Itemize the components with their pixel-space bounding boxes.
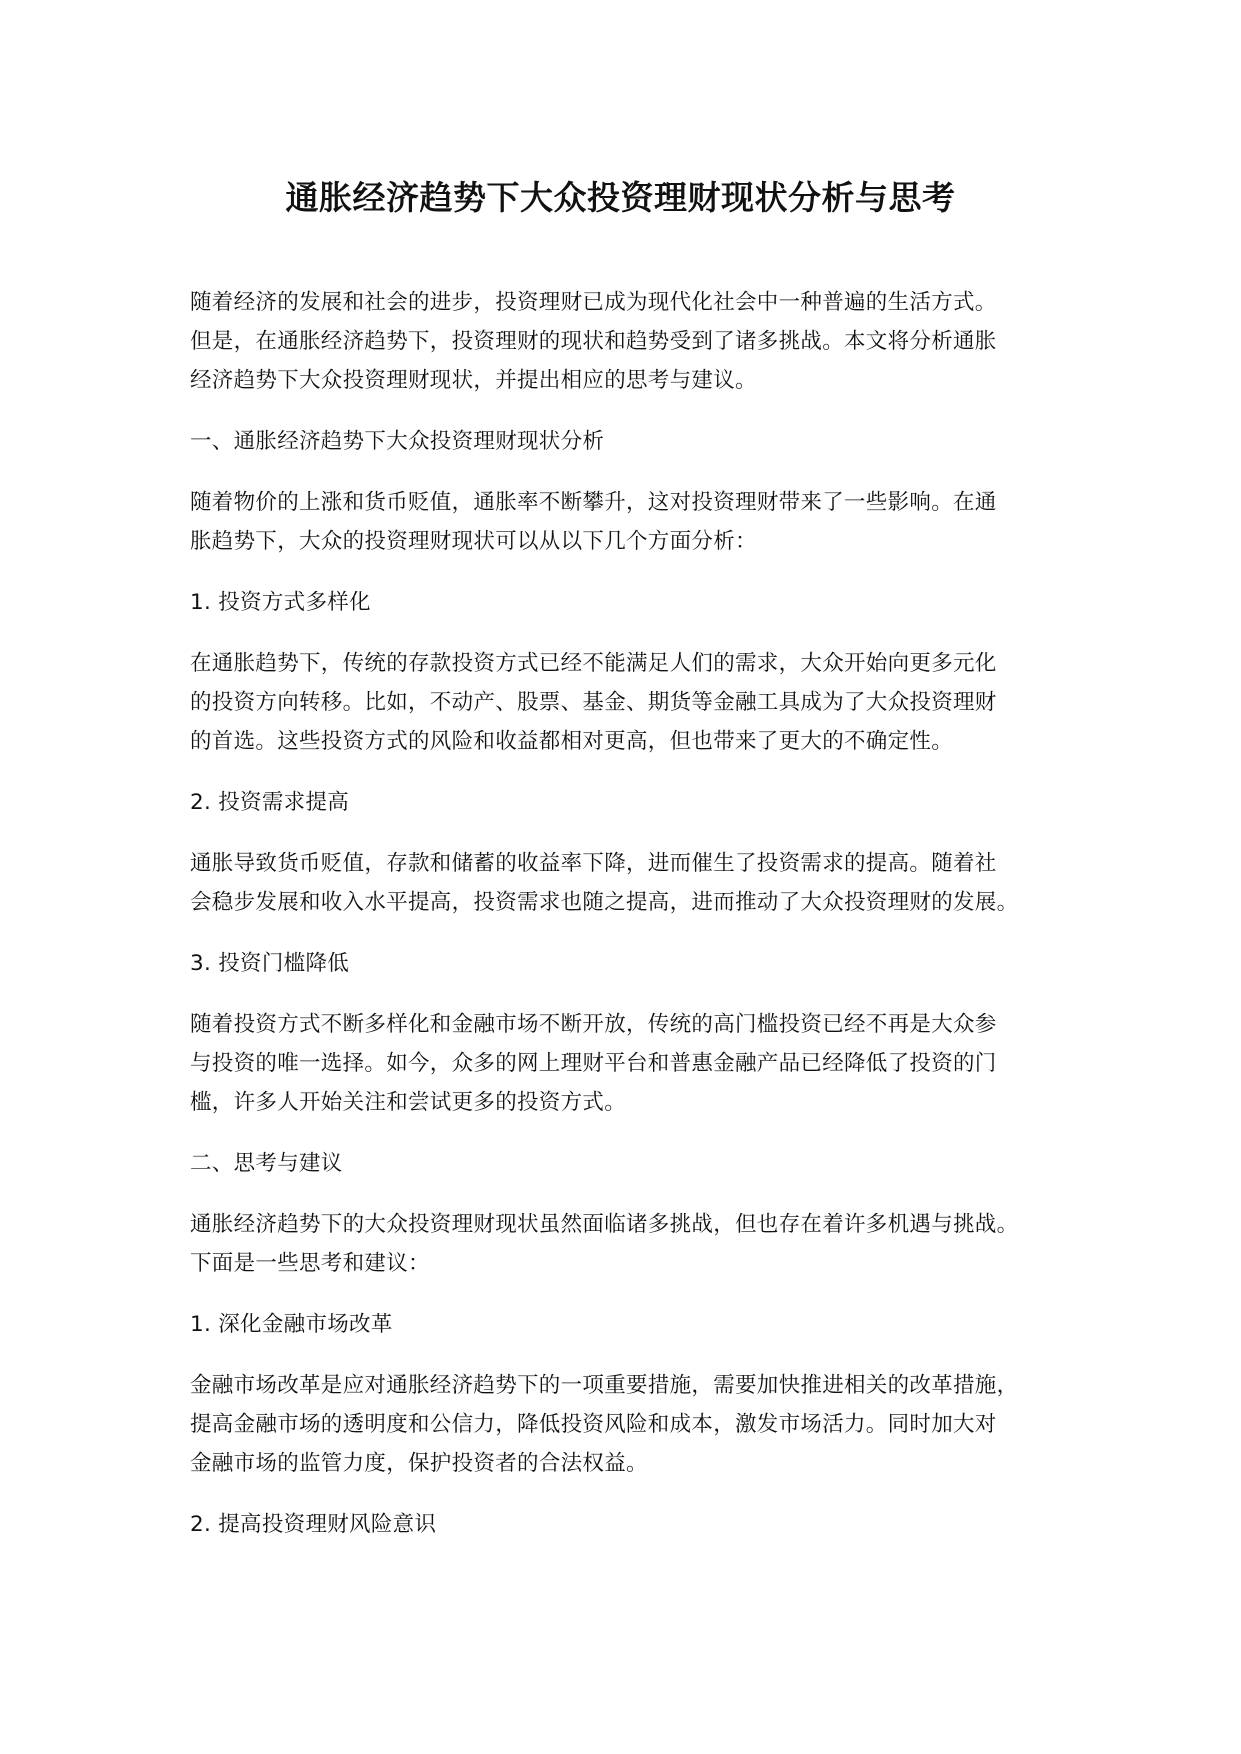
section1-intro-paragraph (190, 483, 1070, 561)
intro-paragraph (190, 283, 1070, 400)
text-line: 在通胀趋势下，传统的存款投资方式已经不能满足人们的需求，大众开始向更多元化 (190, 651, 997, 676)
section-heading-suggestions: 二、思考与建议 (190, 1151, 343, 1176)
text-line: 提高金融市场的透明度和公信力，降低投资风险和成本，激发市场活力。同时加大对 (190, 1412, 997, 1437)
text-line: 但是，在通胀经济趋势下，投资理财的现状和趋势受到了诸多挑战。本文将分析通胀 (190, 329, 997, 354)
text-line: 随着物价的上涨和货币贬值，通胀率不断攀升，这对投资理财带来了一些影响。在通 (190, 490, 997, 515)
text-line: 随着投资方式不断多样化和金融市场不断开放，传统的高门槛投资已经不再是大众参 (190, 1012, 997, 1037)
text-line: 下面是一些思考和建议： (190, 1251, 430, 1276)
section2-intro-paragraph (190, 1205, 1070, 1283)
text-line: 胀趋势下，大众的投资理财现状可以从以下几个方面分析： (190, 529, 757, 554)
text-line: 通胀经济趋势下的大众投资理财现状虽然面临诸多挑战，但也存在着许多机遇与挑战。 (190, 1212, 1019, 1237)
paragraph-diversified-investment (190, 644, 1070, 761)
text-line: 会稳步发展和收入水平提高，投资需求也随之提高，进而推动了大众投资理财的发展。 (190, 890, 1019, 915)
text-line: 的投资方向转移。比如，不动产、股票、基金、期货等金融工具成为了大众投资理财 (190, 690, 997, 715)
text-line: 槛，许多人开始关注和尝试更多的投资方式。 (190, 1090, 627, 1115)
paragraph-investment-demand (190, 844, 1070, 922)
text-line: 经济趋势下大众投资理财现状，并提出相应的思考与建议。 (190, 368, 757, 393)
text-line: 通胀导致货币贬值，存款和储蓄的收益率下降，进而催生了投资需求的提高。随着社 (190, 851, 997, 876)
text-line: 随着经济的发展和社会的进步，投资理财已成为现代化社会中一种普遍的生活方式。 (190, 290, 997, 315)
section-heading-analysis: 一、通胀经济趋势下大众投资理财现状分析 (190, 429, 605, 454)
text-line: 的首选。这些投资方式的风险和收益都相对更高，但也带来了更大的不确定性。 (190, 729, 954, 754)
subheading-investment-demand: 2. 投资需求提高 (190, 790, 350, 815)
document-title: 通胀经济趋势下大众投资理财现状分析与思考 (285, 178, 956, 217)
text-line: 金融市场的监管力度，保护投资者的合法权益。 (190, 1451, 648, 1476)
text-line: 金融市场改革是应对通胀经济趋势下的一项重要措施，需要加快推进相关的改革措施， (190, 1373, 1019, 1398)
subheading-lower-threshold: 3. 投资门槛降低 (190, 951, 350, 976)
subheading-diversified-investment: 1. 投资方式多样化 (190, 590, 371, 615)
subheading-risk-awareness: 2. 提高投资理财风险意识 (190, 1512, 437, 1537)
paragraph-lower-threshold (190, 1005, 1070, 1122)
subheading-market-reform: 1. 深化金融市场改革 (190, 1312, 393, 1337)
document-body (190, 283, 1070, 1566)
paragraph-market-reform (190, 1366, 1070, 1483)
text-line: 与投资的唯一选择。如今，众多的网上理财平台和普惠金融产品已经降低了投资的门 (190, 1051, 997, 1076)
